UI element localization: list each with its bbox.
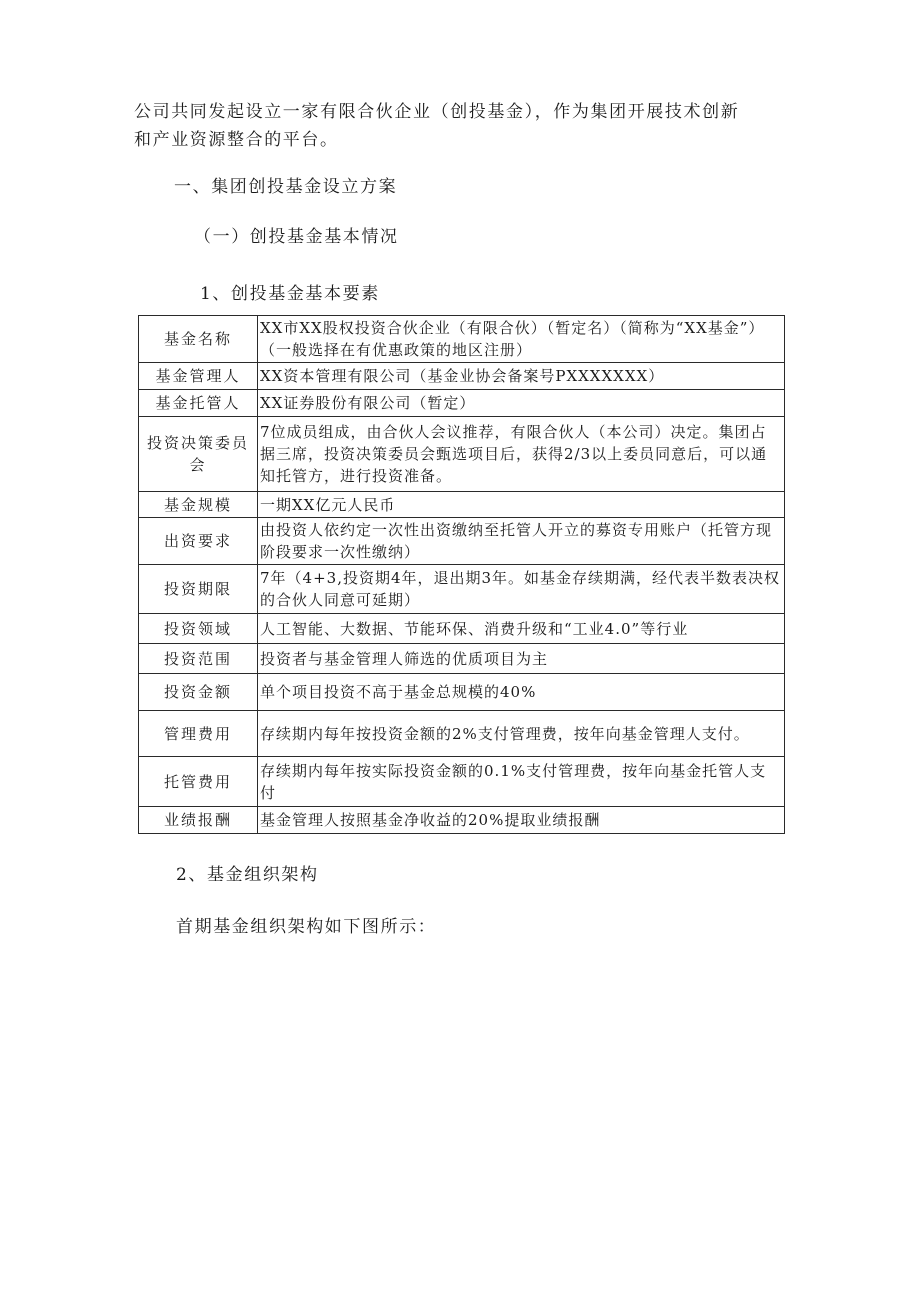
fund-elements-table [138, 315, 785, 834]
table-row [139, 644, 785, 674]
row-label: 投资范围 [139, 644, 258, 674]
table-row [139, 565, 785, 614]
table-row [139, 711, 785, 757]
row-value: 单个项目投资不高于基金总规模的40% [258, 674, 785, 711]
table-row [139, 674, 785, 711]
row-value: 一期XX亿元人民币 [258, 492, 785, 518]
row-value: 存续期内每年按投资金额的2%支付管理费，按年向基金管理人支付。 [258, 711, 785, 757]
closing-text: 首期基金组织架构如下图所示： [176, 917, 437, 937]
row-value: 7位成员组成，由合伙人会议推荐，有限合伙人（本公司）决定。集团占据三席，投资决策委员会甄选项目后，获得2/3以上委员同意后，可以通知托管方，进行投资准备。 [258, 417, 785, 492]
table-row [139, 757, 785, 807]
intro-line-2: 和产业资源整合的平台。 [134, 130, 339, 150]
row-label: 出资要求 [139, 518, 258, 565]
table-row [139, 417, 785, 492]
table-row [139, 316, 785, 363]
section-title: 一、集团创投基金设立方案 [174, 177, 398, 197]
intro-line-1: 公司共同发起设立一家有限合伙企业（创投基金），作为集团开展技术创新 [134, 102, 740, 122]
row-value: 基金管理人按照基金净收益的20%提取业绩报酬 [258, 807, 785, 834]
row-value: XX资本管理有限公司（基金业协会备案号PXXXXXXX） [258, 363, 785, 390]
row-label: 基金管理人 [139, 363, 258, 390]
row-value: 投资者与基金管理人筛选的优质项目为主 [258, 644, 785, 674]
row-label: 管理费用 [139, 711, 258, 757]
row-label: 托管费用 [139, 757, 258, 807]
table-row [139, 614, 785, 644]
item-2-title: 2、基金组织架构 [176, 865, 319, 885]
row-label: 投资金额 [139, 674, 258, 711]
row-value: 存续期内每年按实际投资金额的0.1%支付管理费，按年向基金托管人支付 [258, 757, 785, 807]
table-row [139, 518, 785, 565]
item-1-title: 1、创投基金基本要素 [200, 284, 380, 304]
row-label: 基金托管人 [139, 390, 258, 417]
row-label: 投资期限 [139, 565, 258, 614]
row-label: 投资决策委员会 [139, 417, 258, 492]
table-row [139, 492, 785, 518]
table-row [139, 390, 785, 417]
table-row [139, 363, 785, 390]
row-label: 基金规模 [139, 492, 258, 518]
row-value: XX市XX股权投资合伙企业（有限合伙）（暂定名）（简称为“XX基金”）（一般选择在有优惠政策的地区注册） [258, 316, 785, 363]
row-value: 由投资人依约定一次性出资缴纳至托管人开立的募资专用账户（托管方现阶段要求一次性缴纳） [258, 518, 785, 565]
row-value: 人工智能、大数据、节能环保、消费升级和“工业4.0”等行业 [258, 614, 785, 644]
table-row [139, 807, 785, 834]
row-label: 基金名称 [139, 316, 258, 363]
row-value: XX证券股份有限公司（暂定） [258, 390, 785, 417]
subsection-title: （一）创投基金基本情况 [194, 227, 399, 247]
row-label: 业绩报酬 [139, 807, 258, 834]
row-label: 投资领域 [139, 614, 258, 644]
row-value: 7年（4+3,投资期4年，退出期3年。如基金存续期满，经代表半数表决权的合伙人同意可延期） [258, 565, 785, 614]
